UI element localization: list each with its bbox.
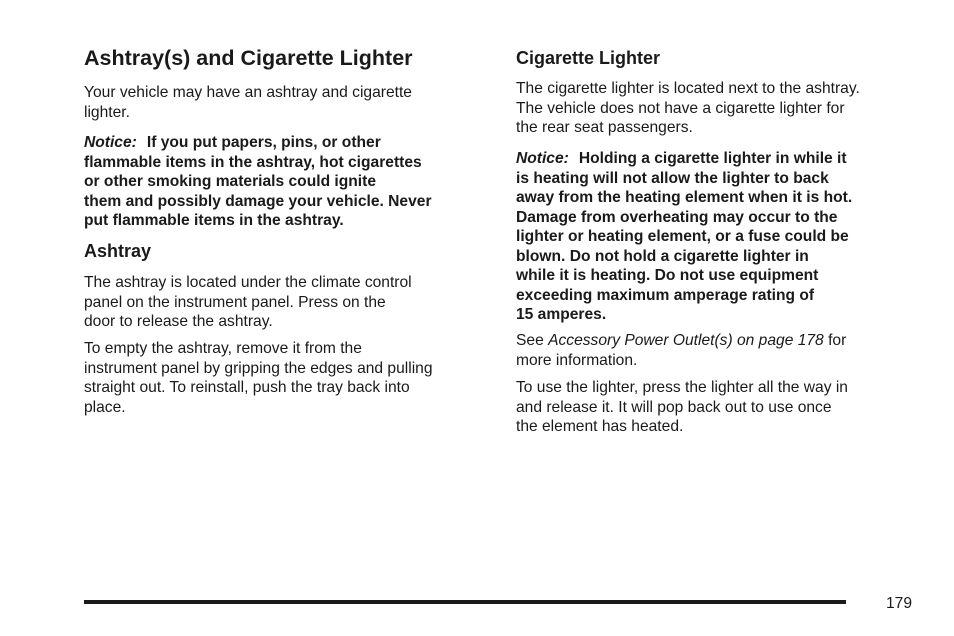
see-suffix: for [828, 332, 847, 349]
paragraph-line: instrument panel by gripping the edges and pulling [84, 359, 433, 377]
lighter-heading: Cigarette Lighter [516, 48, 661, 68]
paragraph-line: and release it. It will pop back out to use once [516, 398, 832, 416]
paragraph-line: door to release the ashtray. [84, 313, 273, 330]
intro-line: lighter. [84, 103, 130, 121]
notice-line: Damage from overheating may occur to the [516, 208, 838, 226]
ashtray-heading: Ashtray [84, 241, 152, 261]
paragraph-line: place. [84, 398, 126, 416]
notice-line: exceeding maximum amperage rating of [516, 286, 815, 304]
paragraph-line: To use the lighter, press the lighter all the way in [516, 379, 848, 396]
lighter-paragraph-1 [516, 79, 920, 138]
footer-rule [84, 600, 846, 604]
intro-paragraph [84, 83, 490, 122]
page-number: 179 [886, 595, 913, 612]
notice-line: while it is heating. Do not use equipment [516, 267, 819, 284]
paragraph-line: The ashtray is located under the climate control [84, 274, 412, 291]
notice-line: blown. Do not hold a cigarette lighter in [516, 247, 809, 265]
paragraph-line: the element has heated. [516, 418, 684, 435]
paragraph-line: To empty the ashtray, remove it from the [84, 340, 362, 357]
paragraph-line: The vehicle does not have a cigarette lighter for [516, 99, 845, 117]
lighter-notice [516, 149, 920, 325]
cross-reference-link[interactable]: Accessory Power Outlet(s) on page 178 [548, 332, 824, 349]
notice-line: put flammable items in the ashtray. [84, 212, 344, 229]
paragraph-line: panel on the instrument panel. Press on the [84, 293, 386, 311]
intro-line: Your vehicle may have an ashtray and cigarette [84, 84, 412, 101]
paragraph-line: the rear seat passengers. [516, 119, 693, 136]
notice-line: lighter or heating element, or a fuse could be [516, 228, 849, 245]
section-title: Ashtray(s) and Cigarette Lighter [84, 46, 413, 70]
notice-line: Holding a cigarette lighter in while it [578, 150, 847, 167]
paragraph-line: more information. [516, 351, 638, 369]
notice-label: Notice: [84, 134, 137, 151]
lighter-paragraph-3 [516, 378, 920, 437]
paragraph-line: straight out. To reinstall, push the tray back into [84, 379, 410, 396]
see-also-paragraph [516, 331, 920, 370]
ashtray-paragraph-1 [84, 273, 490, 332]
paragraph-line: The cigarette lighter is located next to the ashtray. [516, 80, 860, 97]
notice-line: flammable items in the ashtray, hot cigarettes [84, 153, 422, 171]
notice-line: away from the heating element when it is hot. [516, 189, 853, 206]
ashtray-notice [84, 133, 490, 231]
ashtray-paragraph-2 [84, 339, 490, 417]
notice-line: them and possibly damage your vehicle. Never [84, 192, 432, 210]
notice-line: If you put papers, pins, or other [146, 134, 381, 151]
notice-label: Notice: [516, 150, 569, 167]
notice-line: is heating will not allow the lighter to back [516, 169, 829, 187]
notice-line: 15 amperes. [516, 306, 607, 323]
notice-line: or other smoking materials could ignite [84, 173, 377, 190]
see-prefix: See [516, 332, 544, 349]
